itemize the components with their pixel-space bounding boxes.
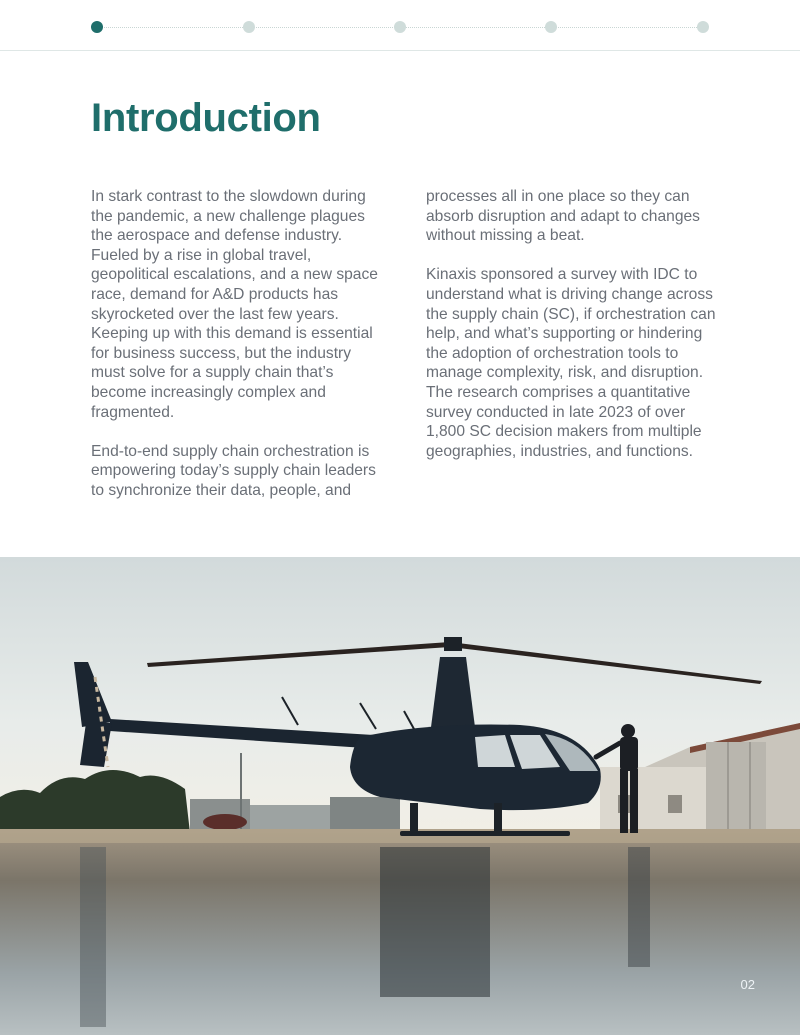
helicopter-photo-illustration (0, 557, 800, 1035)
paragraph-survey: Kinaxis sponsored a survey with IDC to understand what is driving change across the supply chain (SC), if orchestration can help, and what’s supporting or hindering the adoption of orchestration tools to manage complexity, risk, and disruption. The research comprises a quantitative survey conducted in late 2023 of over 1,800 SC decision makers from multiple geographies, industries, and functions. (426, 266, 716, 460)
paragraph-orchestration: End-to-end supply chain orchestration is empowering today’s supply chain leaders to synchronize their data, people, and (91, 442, 376, 499)
progress-step-4[interactable] (545, 21, 557, 33)
paragraph-orchestration-cont: processes all in one place so they can absorb disruption and adapt to changes without missing a beat. (426, 188, 700, 245)
text-column-left (91, 187, 381, 501)
page-title: Introduction (91, 96, 321, 140)
text-column-right (426, 187, 716, 461)
progress-step-1[interactable] (91, 21, 103, 33)
page-number: 02 (740, 977, 755, 992)
progress-indicator (0, 0, 800, 51)
progress-step-5[interactable] (697, 21, 709, 33)
helicopter-photo (0, 557, 800, 1035)
progress-step-2[interactable] (243, 21, 255, 33)
paragraph-intro: In stark contrast to the slowdown during the pandemic, a new challenge plagues the aerospace and defense industry. Fueled by a rise in global travel, geopolitical escalations, and a new space race, demand for A&D products has skyrocketed over the last few years. Keeping up with this demand is essential for business success, but the industry must solve for a supply chain that’s become increasingly complex and fragmented. (91, 188, 378, 421)
progress-step-3[interactable] (394, 21, 406, 33)
